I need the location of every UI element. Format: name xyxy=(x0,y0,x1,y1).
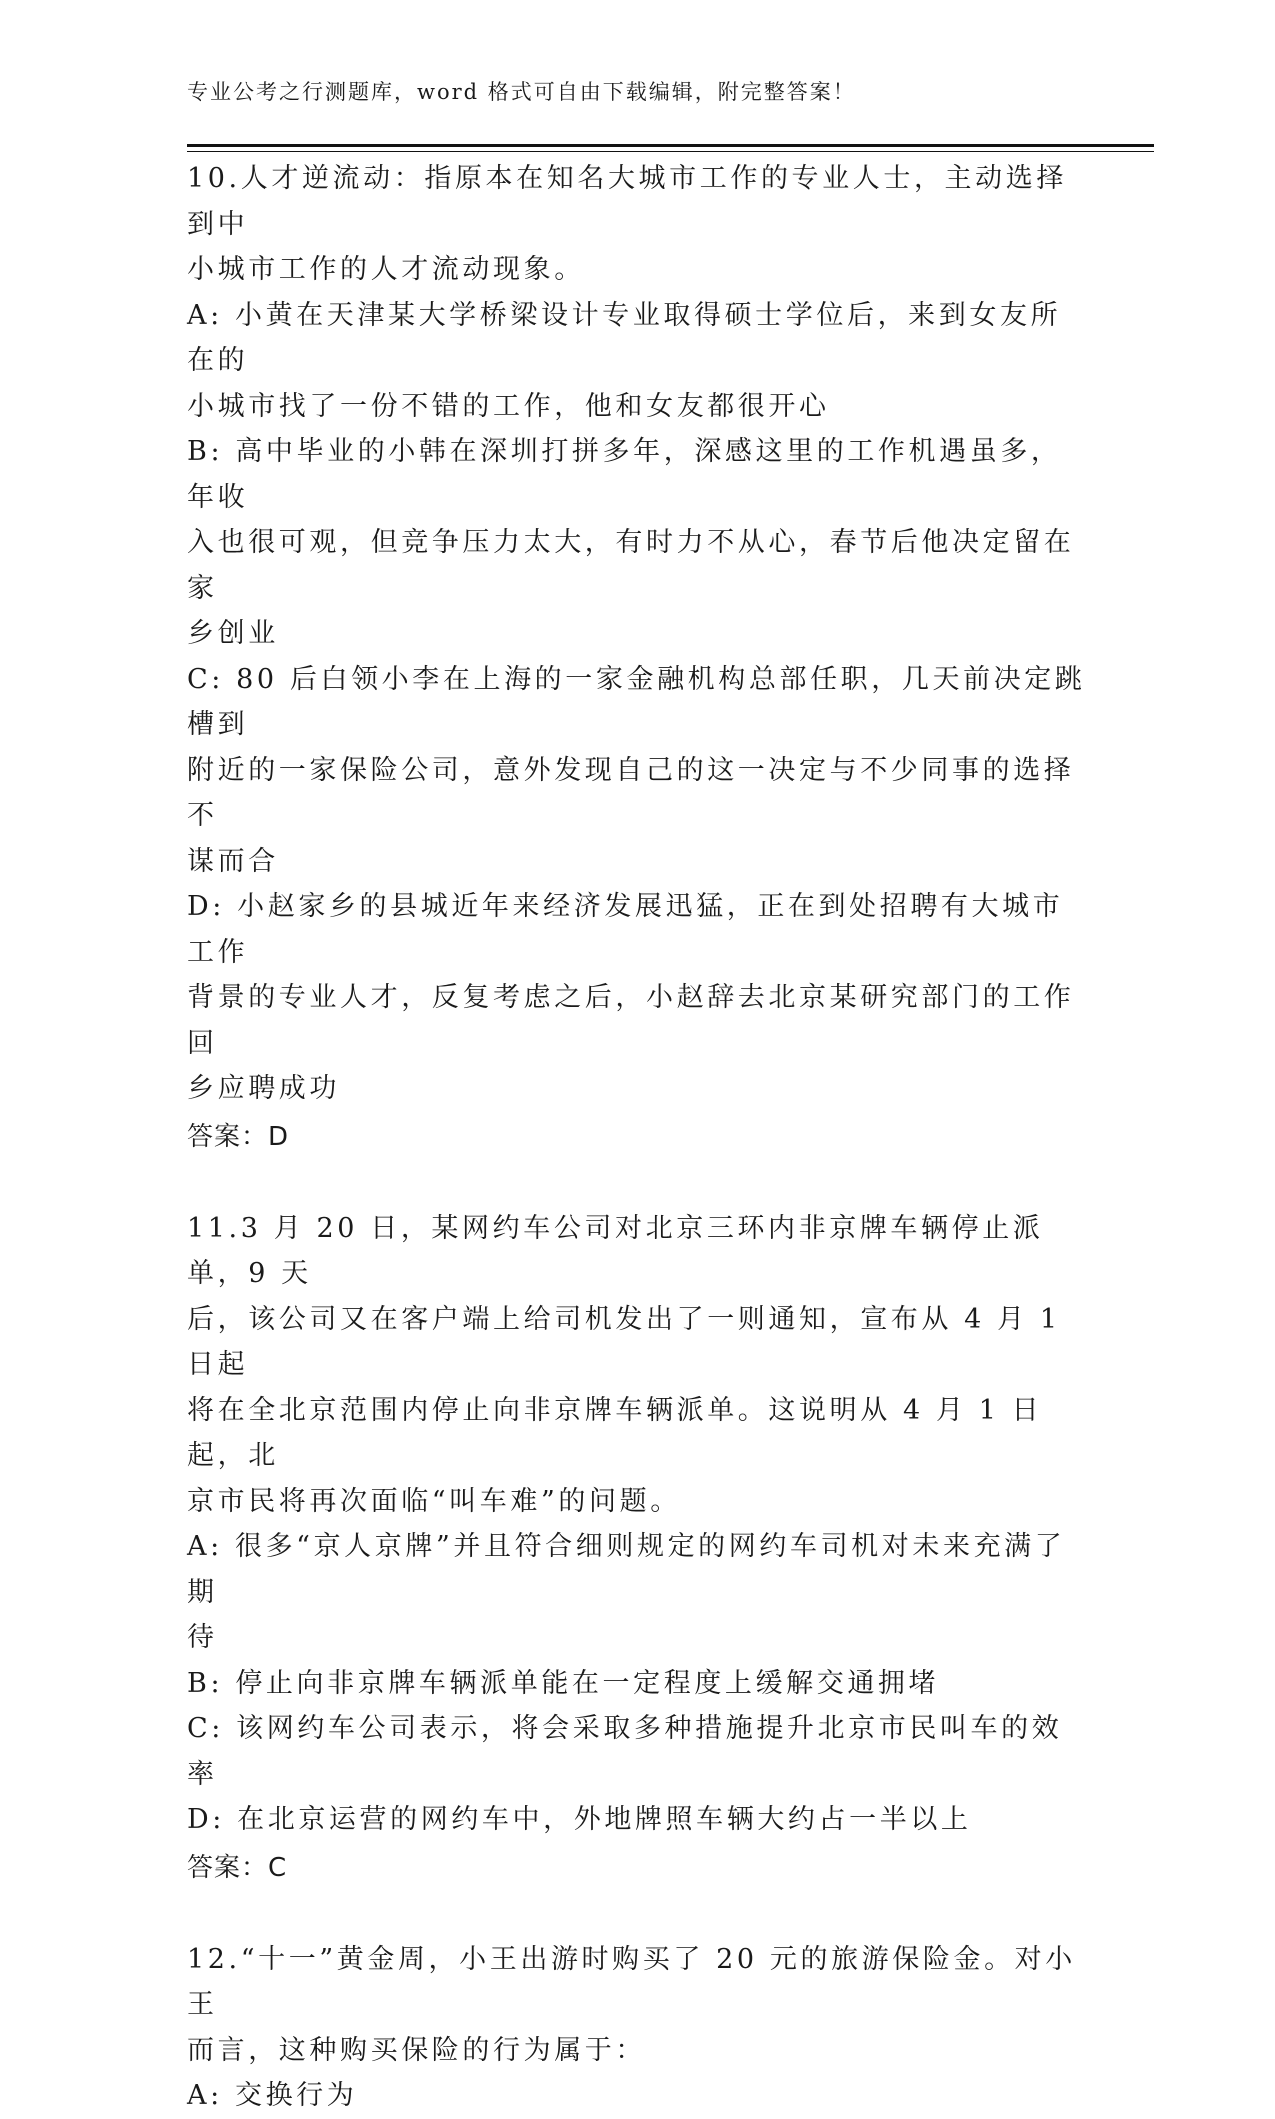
header-rule-thin xyxy=(187,151,1154,152)
option-line: 乡应聘成功 xyxy=(187,1073,340,1104)
question-spacer xyxy=(187,1162,1087,1206)
option-line: 小城市找了一份不错的工作，他和女友都很开心 xyxy=(187,390,830,422)
option-line: A: 交换行为 xyxy=(187,2080,358,2111)
question-stem-line: 后，该公司又在客户端上给司机发出了一则通知，宣布从 4 月 1 日起 xyxy=(187,1303,1073,1380)
answer-option xyxy=(187,884,1087,1112)
question-stem-line: 11.3 月 20 日，某网约车公司对北京三环内非京牌车辆停止派单，9 天 xyxy=(187,1212,1044,1289)
question-stem-line: 小城市工作的人才流动现象。 xyxy=(187,254,585,285)
answer-option xyxy=(187,429,1087,657)
answer-option xyxy=(187,657,1087,885)
question-stem-line: 10.人才逆流动：指原本在知名大城市工作的专业人士，主动选择到中 xyxy=(187,163,1067,240)
option-line: 谋而合 xyxy=(187,845,279,877)
answer-option xyxy=(187,1524,1087,1661)
option-line: 乡创业 xyxy=(187,618,279,649)
option-line: C: 80 后白领小李在上海的一家金融机构总部任职，几天前决定跳槽到 xyxy=(187,663,1086,740)
question-stem-line: 将在全北京范围内停止向非京牌车辆派单。这说明从 4 月 1 日起，北 xyxy=(187,1394,1043,1471)
question-stem-line: 京市民将再次面临“叫车难”的问题。 xyxy=(187,1485,681,1517)
option-line: B: 高中毕业的小韩在深圳打拼多年，深感这里的工作机遇虽多，年收 xyxy=(187,436,1062,513)
option-line: A: 很多“京人京牌”并且符合细则规定的网约车司机对未来充满了期 xyxy=(187,1531,1066,1608)
option-line: A: 小黄在天津某大学桥梁设计专业取得硕士学位后，来到女友所在的 xyxy=(187,299,1062,376)
answer-option xyxy=(187,1797,1087,1843)
option-line: 背景的专业人才，反复考虑之后，小赵辞去北京某研究部门的工作回 xyxy=(187,982,1075,1059)
question-block xyxy=(187,156,1087,1162)
question-stem-line: 12.“十一”黄金周，小王出游时购买了 20 元的旅游保险金。对小王 xyxy=(187,1943,1076,2020)
answer-key: 答案：D xyxy=(187,1121,290,1152)
question-stem-line: 而言，这种购买保险的行为属于： xyxy=(187,2034,646,2066)
option-line: 待 xyxy=(187,1622,218,1653)
question-block xyxy=(187,1937,1087,2119)
question-spacer xyxy=(187,1893,1087,1937)
option-line: 附近的一家保险公司，意外发现自己的这一决定与不少同事的选择不 xyxy=(187,754,1075,831)
answer-option xyxy=(187,1706,1087,1797)
option-line: D: 小赵家乡的县城近年来经济发展迅猛，正在到处招聘有大城市工作 xyxy=(187,891,1064,968)
question-list xyxy=(187,156,1087,2119)
question-block xyxy=(187,1206,1087,1893)
answer-option xyxy=(187,2073,1087,2119)
answer-option xyxy=(187,293,1087,430)
page-header: 专业公考之行测题库，word 格式可自由下载编辑，附完整答案！ xyxy=(187,80,856,104)
answer-option xyxy=(187,1661,1087,1707)
option-line: B: 停止向非京牌车辆派单能在一定程度上缓解交通拥堵 xyxy=(187,1667,940,1699)
option-line: C: 该网约车公司表示，将会采取多种措施提升北京市民叫车的效率 xyxy=(187,1713,1063,1790)
header-rule-thick xyxy=(187,144,1154,147)
option-line: 入也很可观，但竞争压力太大，有时力不从心，春节后他决定留在家 xyxy=(187,527,1075,604)
option-line: D: 在北京运营的网约车中，外地牌照车辆大约占一半以上 xyxy=(187,1804,972,1835)
answer-key: 答案：C xyxy=(187,1852,288,1883)
